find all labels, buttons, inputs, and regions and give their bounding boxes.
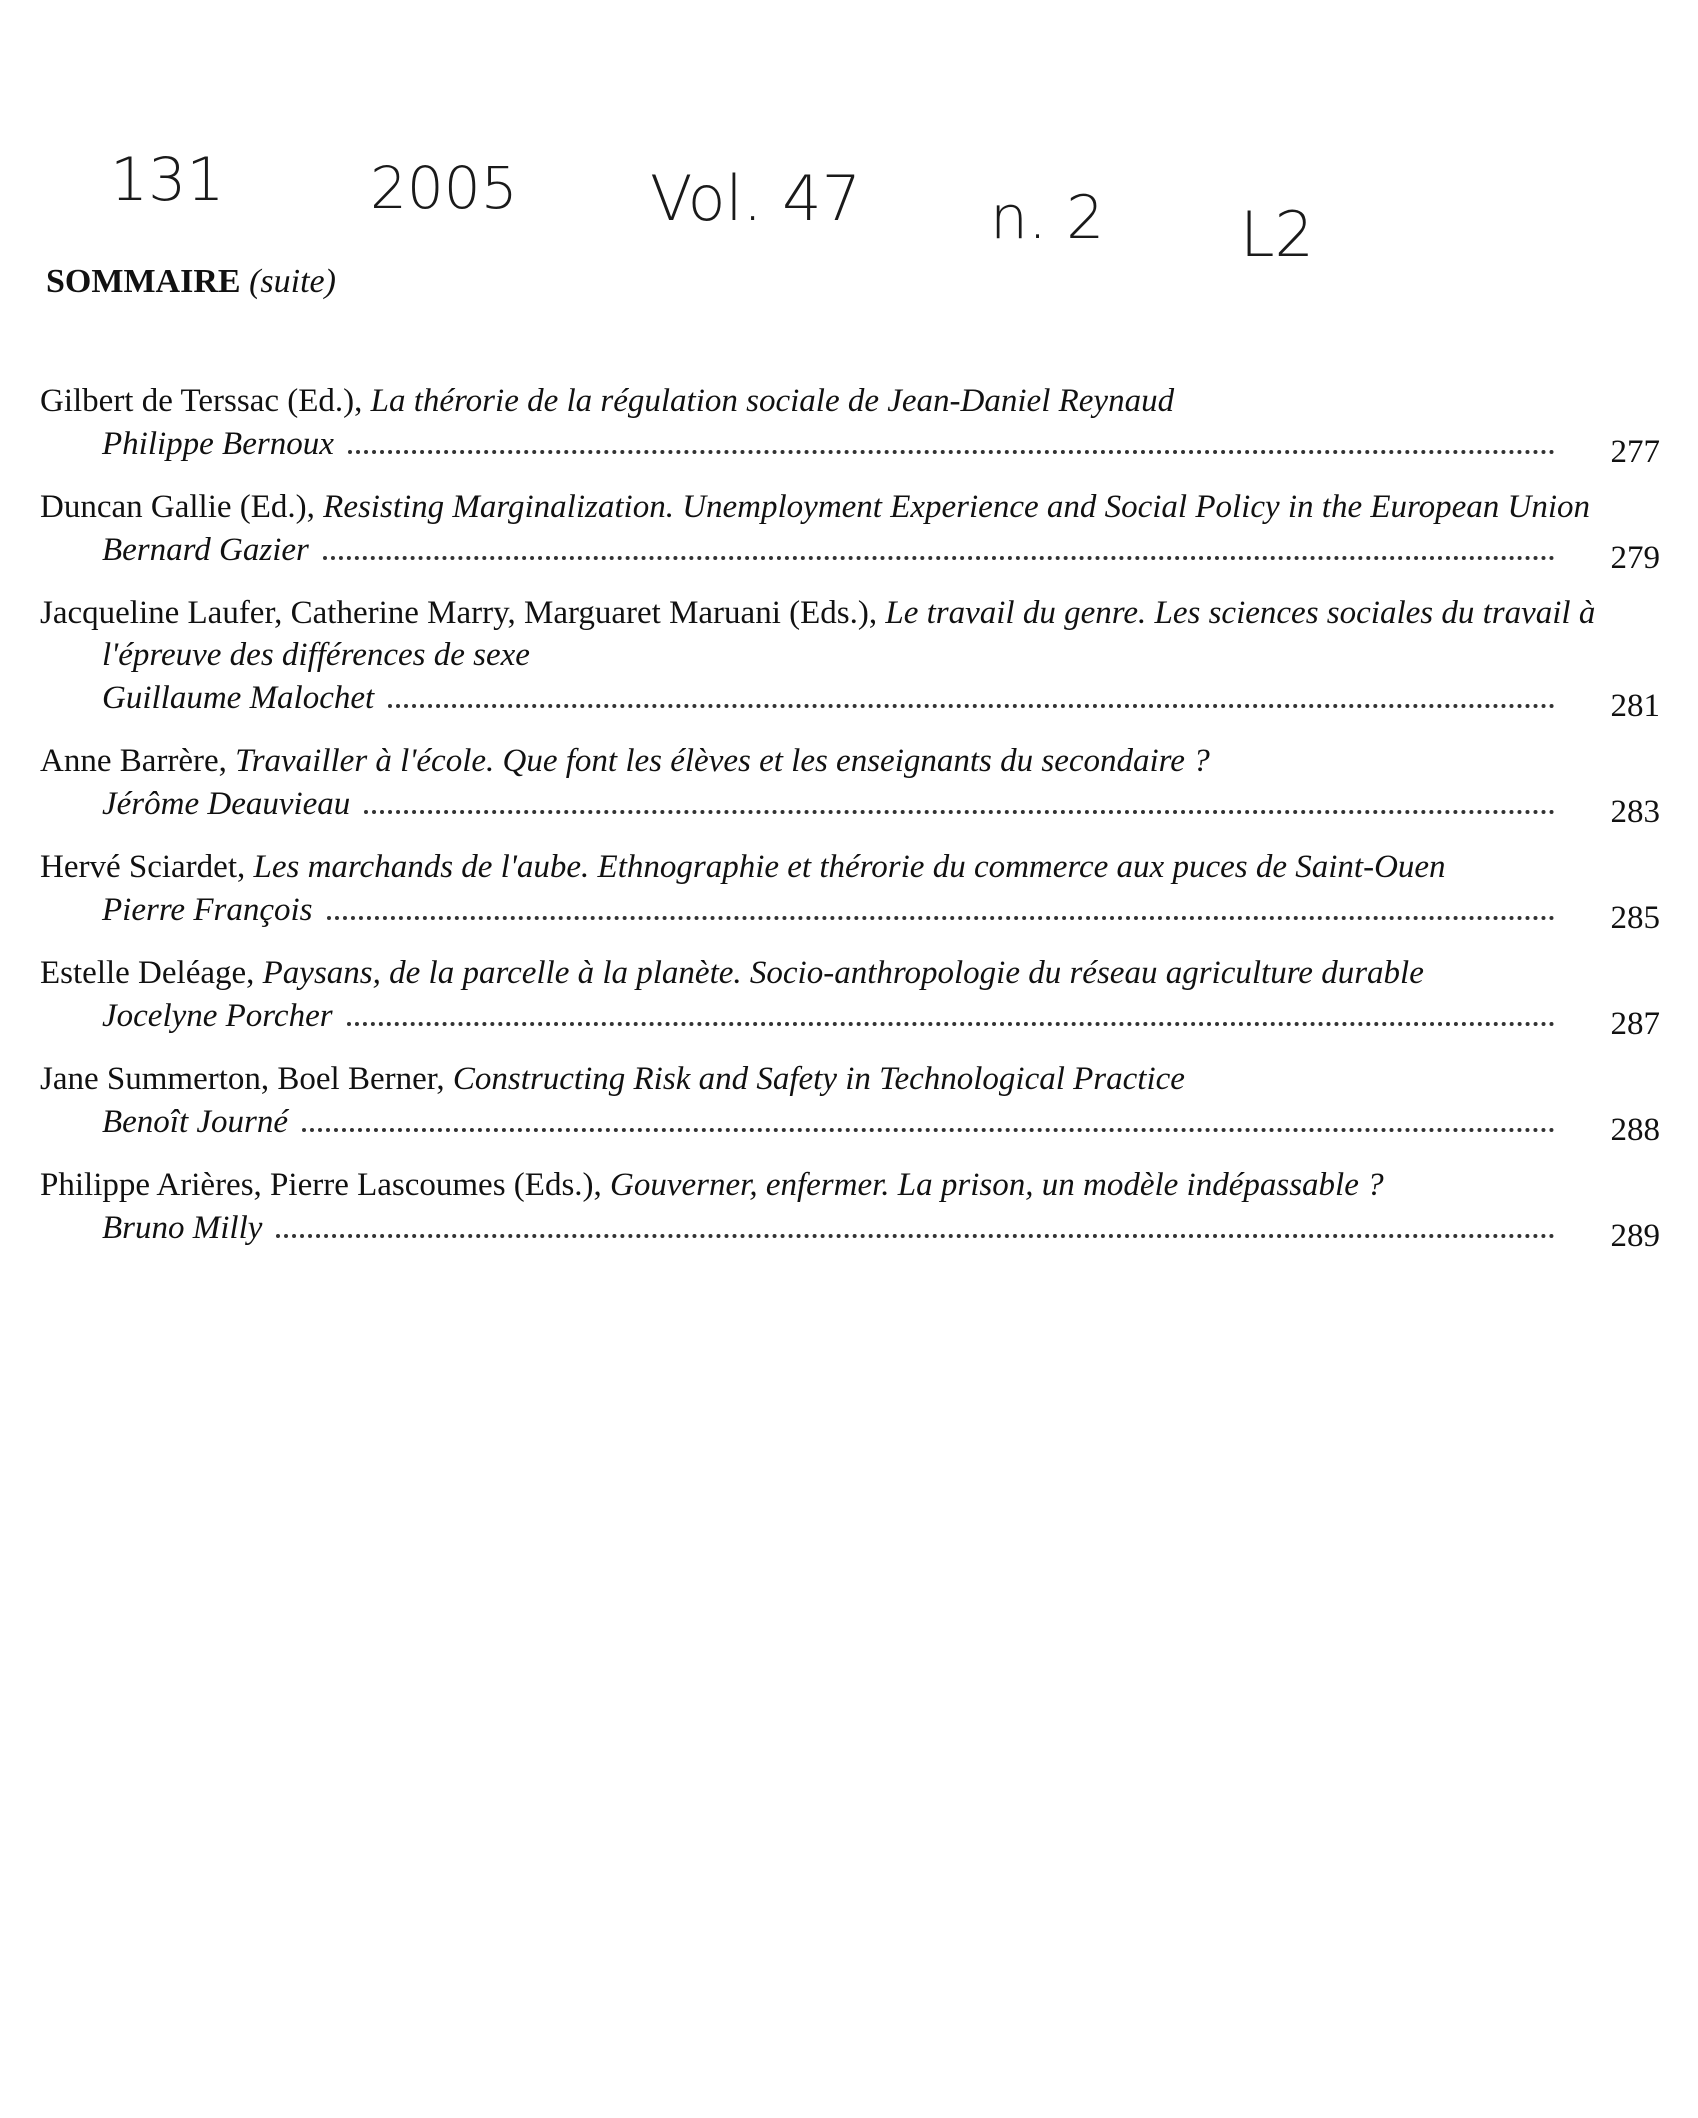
entry-citation — [40, 846, 1602, 888]
entry-title: Travailler à l'école. Que font les élèves et les enseignants du secondaire ? — [235, 743, 1210, 779]
handwritten-issue: n. 2 — [990, 183, 1105, 253]
entry-citation — [40, 952, 1602, 994]
toc-entry — [40, 486, 1660, 576]
entry-page-number: 289 — [1610, 1218, 1660, 1254]
entry-title: Constructing Risk and Safety in Technological Practice — [452, 1061, 1185, 1097]
entry-citation — [40, 1164, 1602, 1206]
entry-authors: Duncan Gallie (Ed.), — [40, 489, 324, 525]
entry-citation — [40, 1058, 1602, 1100]
entry-reviewer-line — [40, 422, 1660, 470]
handwritten-volume: Vol. 47 — [650, 162, 862, 235]
heading-title: SOMMAIRE — [46, 263, 241, 300]
entry-page-number: 281 — [1610, 688, 1660, 724]
entry-reviewer-line — [40, 782, 1660, 830]
entry-reviewer: Bruno Milly — [102, 1210, 263, 1246]
dot-leader — [348, 450, 1555, 454]
entry-reviewer: Pierre François — [102, 892, 313, 928]
handwritten-code: L2 — [1240, 198, 1314, 270]
entry-reviewer: Jocelyne Porcher — [102, 998, 333, 1034]
entry-page-number: 277 — [1610, 434, 1660, 470]
entry-title: Les marchands de l'aube. Ethnographie et thérorie du commerce aux puces de Saint-Ouen — [253, 849, 1446, 885]
dot-leader — [347, 1022, 1555, 1026]
entry-reviewer-line — [40, 994, 1660, 1042]
toc-entry — [40, 740, 1660, 830]
heading-suffix: (suite) — [249, 263, 336, 300]
dot-leader — [388, 704, 1555, 708]
entry-authors: Estelle Deléage, — [40, 955, 263, 991]
entry-page-number: 279 — [1610, 540, 1660, 576]
entry-title: Resisting Marginalization. Unemployment Experience and Social Policy in the European Union — [323, 489, 1591, 525]
entry-reviewer: Jérôme Deauvieau — [102, 786, 351, 822]
entry-authors: Hervé Sciardet, — [40, 849, 254, 885]
handwritten-annotation — [110, 140, 1370, 270]
entry-authors: Jacqueline Laufer, Catherine Marry, Marguaret Maruani (Eds.), — [40, 595, 886, 631]
entry-reviewer: Guillaume Malochet — [102, 680, 375, 716]
page-heading — [46, 262, 336, 302]
entry-reviewer: Philippe Bernoux — [102, 426, 334, 462]
entry-authors: Gilbert de Terssac (Ed.), — [40, 383, 371, 419]
entry-citation — [40, 740, 1602, 782]
entry-authors: Jane Summerton, Boel Berner, — [40, 1061, 453, 1097]
dot-leader — [276, 1234, 1555, 1238]
entry-reviewer-line — [40, 676, 1660, 724]
entry-title: La thérorie de la régulation sociale de Jean-Daniel Reynaud — [370, 383, 1175, 419]
dot-leader — [323, 556, 1555, 560]
entry-title: Le travail du genre. Les sciences sociales du travail à l'épreuve des différences de sexe — [102, 595, 1596, 673]
entry-title: Gouverner, enfermer. La prison, un modèle indépassable ? — [610, 1167, 1384, 1203]
entry-page-number: 283 — [1610, 794, 1660, 830]
entry-page-number: 285 — [1610, 900, 1660, 936]
entry-page-number: 287 — [1610, 1006, 1660, 1042]
entry-authors: Philippe Arières, Pierre Lascoumes (Eds.), — [40, 1167, 611, 1203]
entry-authors: Anne Barrère, — [40, 743, 236, 779]
entry-reviewer: Bernard Gazier — [102, 532, 309, 568]
toc-entry — [40, 952, 1660, 1042]
entry-citation — [40, 592, 1602, 676]
entry-citation — [40, 486, 1602, 528]
entry-reviewer: Benoît Journé — [102, 1104, 289, 1140]
entry-reviewer-line — [40, 528, 1660, 576]
toc-entry — [40, 380, 1660, 470]
toc-entry — [40, 1058, 1660, 1148]
handwritten-year: 2005 — [370, 154, 518, 222]
entry-reviewer-line — [40, 1206, 1660, 1254]
toc-entry — [40, 846, 1660, 936]
entry-reviewer-line — [40, 1100, 1660, 1148]
handwritten-number: 131 — [110, 145, 225, 215]
toc-entry — [40, 1164, 1660, 1254]
dot-leader — [302, 1128, 1555, 1132]
entry-title: Paysans, de la parcelle à la planète. Socio-anthropologie du réseau agriculture durable — [262, 955, 1424, 991]
toc-entry — [40, 592, 1660, 724]
entry-page-number: 288 — [1610, 1112, 1660, 1148]
entry-citation — [40, 380, 1602, 422]
dot-leader — [327, 916, 1556, 920]
entry-reviewer-line — [40, 888, 1660, 936]
table-of-contents — [40, 380, 1660, 1270]
dot-leader — [364, 810, 1555, 814]
